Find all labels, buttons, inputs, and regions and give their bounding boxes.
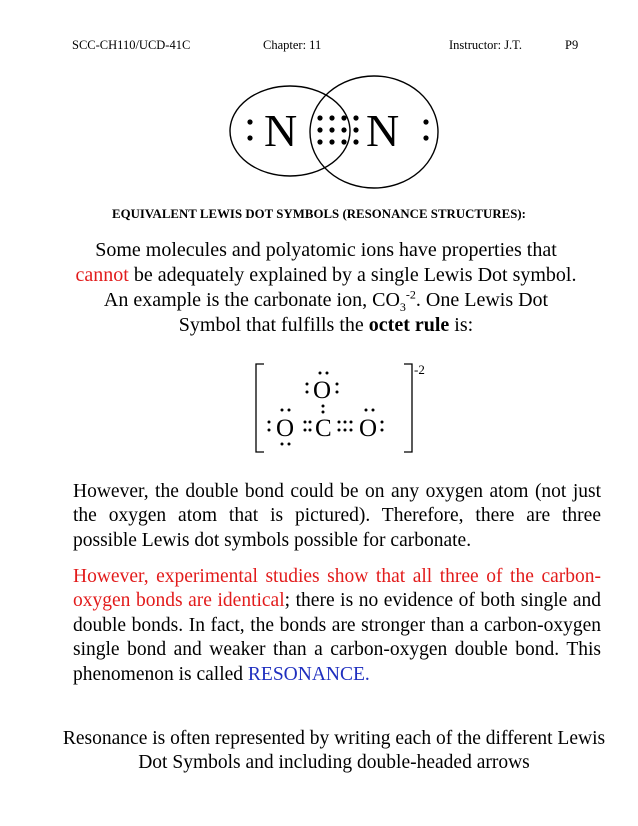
course-code: SCC-CH110/UCD-41C bbox=[72, 38, 191, 52]
charge-superscript: -2 bbox=[405, 287, 416, 302]
paragraph-resonance-representation: Resonance is often represented by writing each of the different Lewis Dot Symbols and including double-headed arrows bbox=[62, 728, 606, 774]
oxygen-left: O bbox=[276, 415, 295, 442]
page-number: P9 bbox=[565, 38, 579, 52]
carbon-center: C bbox=[315, 415, 332, 442]
nitrogen-left: N bbox=[264, 105, 298, 156]
experimental-highlight: However, experimental studies show that all three of the carbon-oxygen bonds are identical bbox=[73, 566, 601, 612]
intro-line4-end: is: bbox=[449, 314, 474, 336]
oxygen-top: O bbox=[313, 377, 332, 404]
intro-line3-end: . One Lewis Dot bbox=[415, 289, 549, 311]
intro-line3: An example is the carbonate ion, CO bbox=[103, 289, 400, 311]
intro-paragraph bbox=[66, 238, 586, 338]
carbonate-charge: -2 bbox=[414, 362, 425, 377]
subscript-3: 3 bbox=[399, 300, 406, 314]
carbonate-lewis-structure bbox=[254, 356, 440, 460]
instructor-label: Instructor: J.T. bbox=[449, 38, 523, 52]
intro-line2: be adequately explained by a single Lewis Dot symbol. bbox=[128, 264, 577, 286]
page-header bbox=[0, 38, 638, 56]
section-subtitle: EQUIVALENT LEWIS DOT SYMBOLS (RESONANCE STRUCTURES): bbox=[112, 207, 526, 221]
octet-rule-term: octet rule bbox=[368, 314, 450, 336]
experimental-body: ; there is no evidence of both single and double bonds. In fact, the bonds are stronger than a carbon-oxygen single bond and weaker than a carbon-oxygen double bond. This phenomenon is called bbox=[73, 590, 601, 685]
intro-line1: Some molecules and polyatomic ions have properties that bbox=[95, 239, 557, 261]
paragraph-experimental bbox=[73, 565, 601, 687]
paragraph-double-bond: However, the double bond could be on any oxygen atom (not just the oxygen atom that is pictured). Therefore, there are three possible Lewis dot symbols possible for carbonate. bbox=[73, 481, 601, 551]
n2-lewis-diagram bbox=[226, 68, 444, 198]
cannot-highlight: cannot bbox=[75, 264, 129, 286]
nitrogen-right: N bbox=[366, 105, 400, 156]
left-bracket bbox=[256, 364, 264, 452]
resonance-term: RESONANCE. bbox=[247, 663, 370, 685]
right-bracket bbox=[404, 364, 412, 452]
intro-line4: Symbol that fulfills the bbox=[178, 314, 369, 336]
triple-bond-dots bbox=[317, 115, 358, 144]
chapter-label: Chapter: 11 bbox=[263, 38, 322, 52]
oxygen-right: O bbox=[359, 415, 378, 442]
